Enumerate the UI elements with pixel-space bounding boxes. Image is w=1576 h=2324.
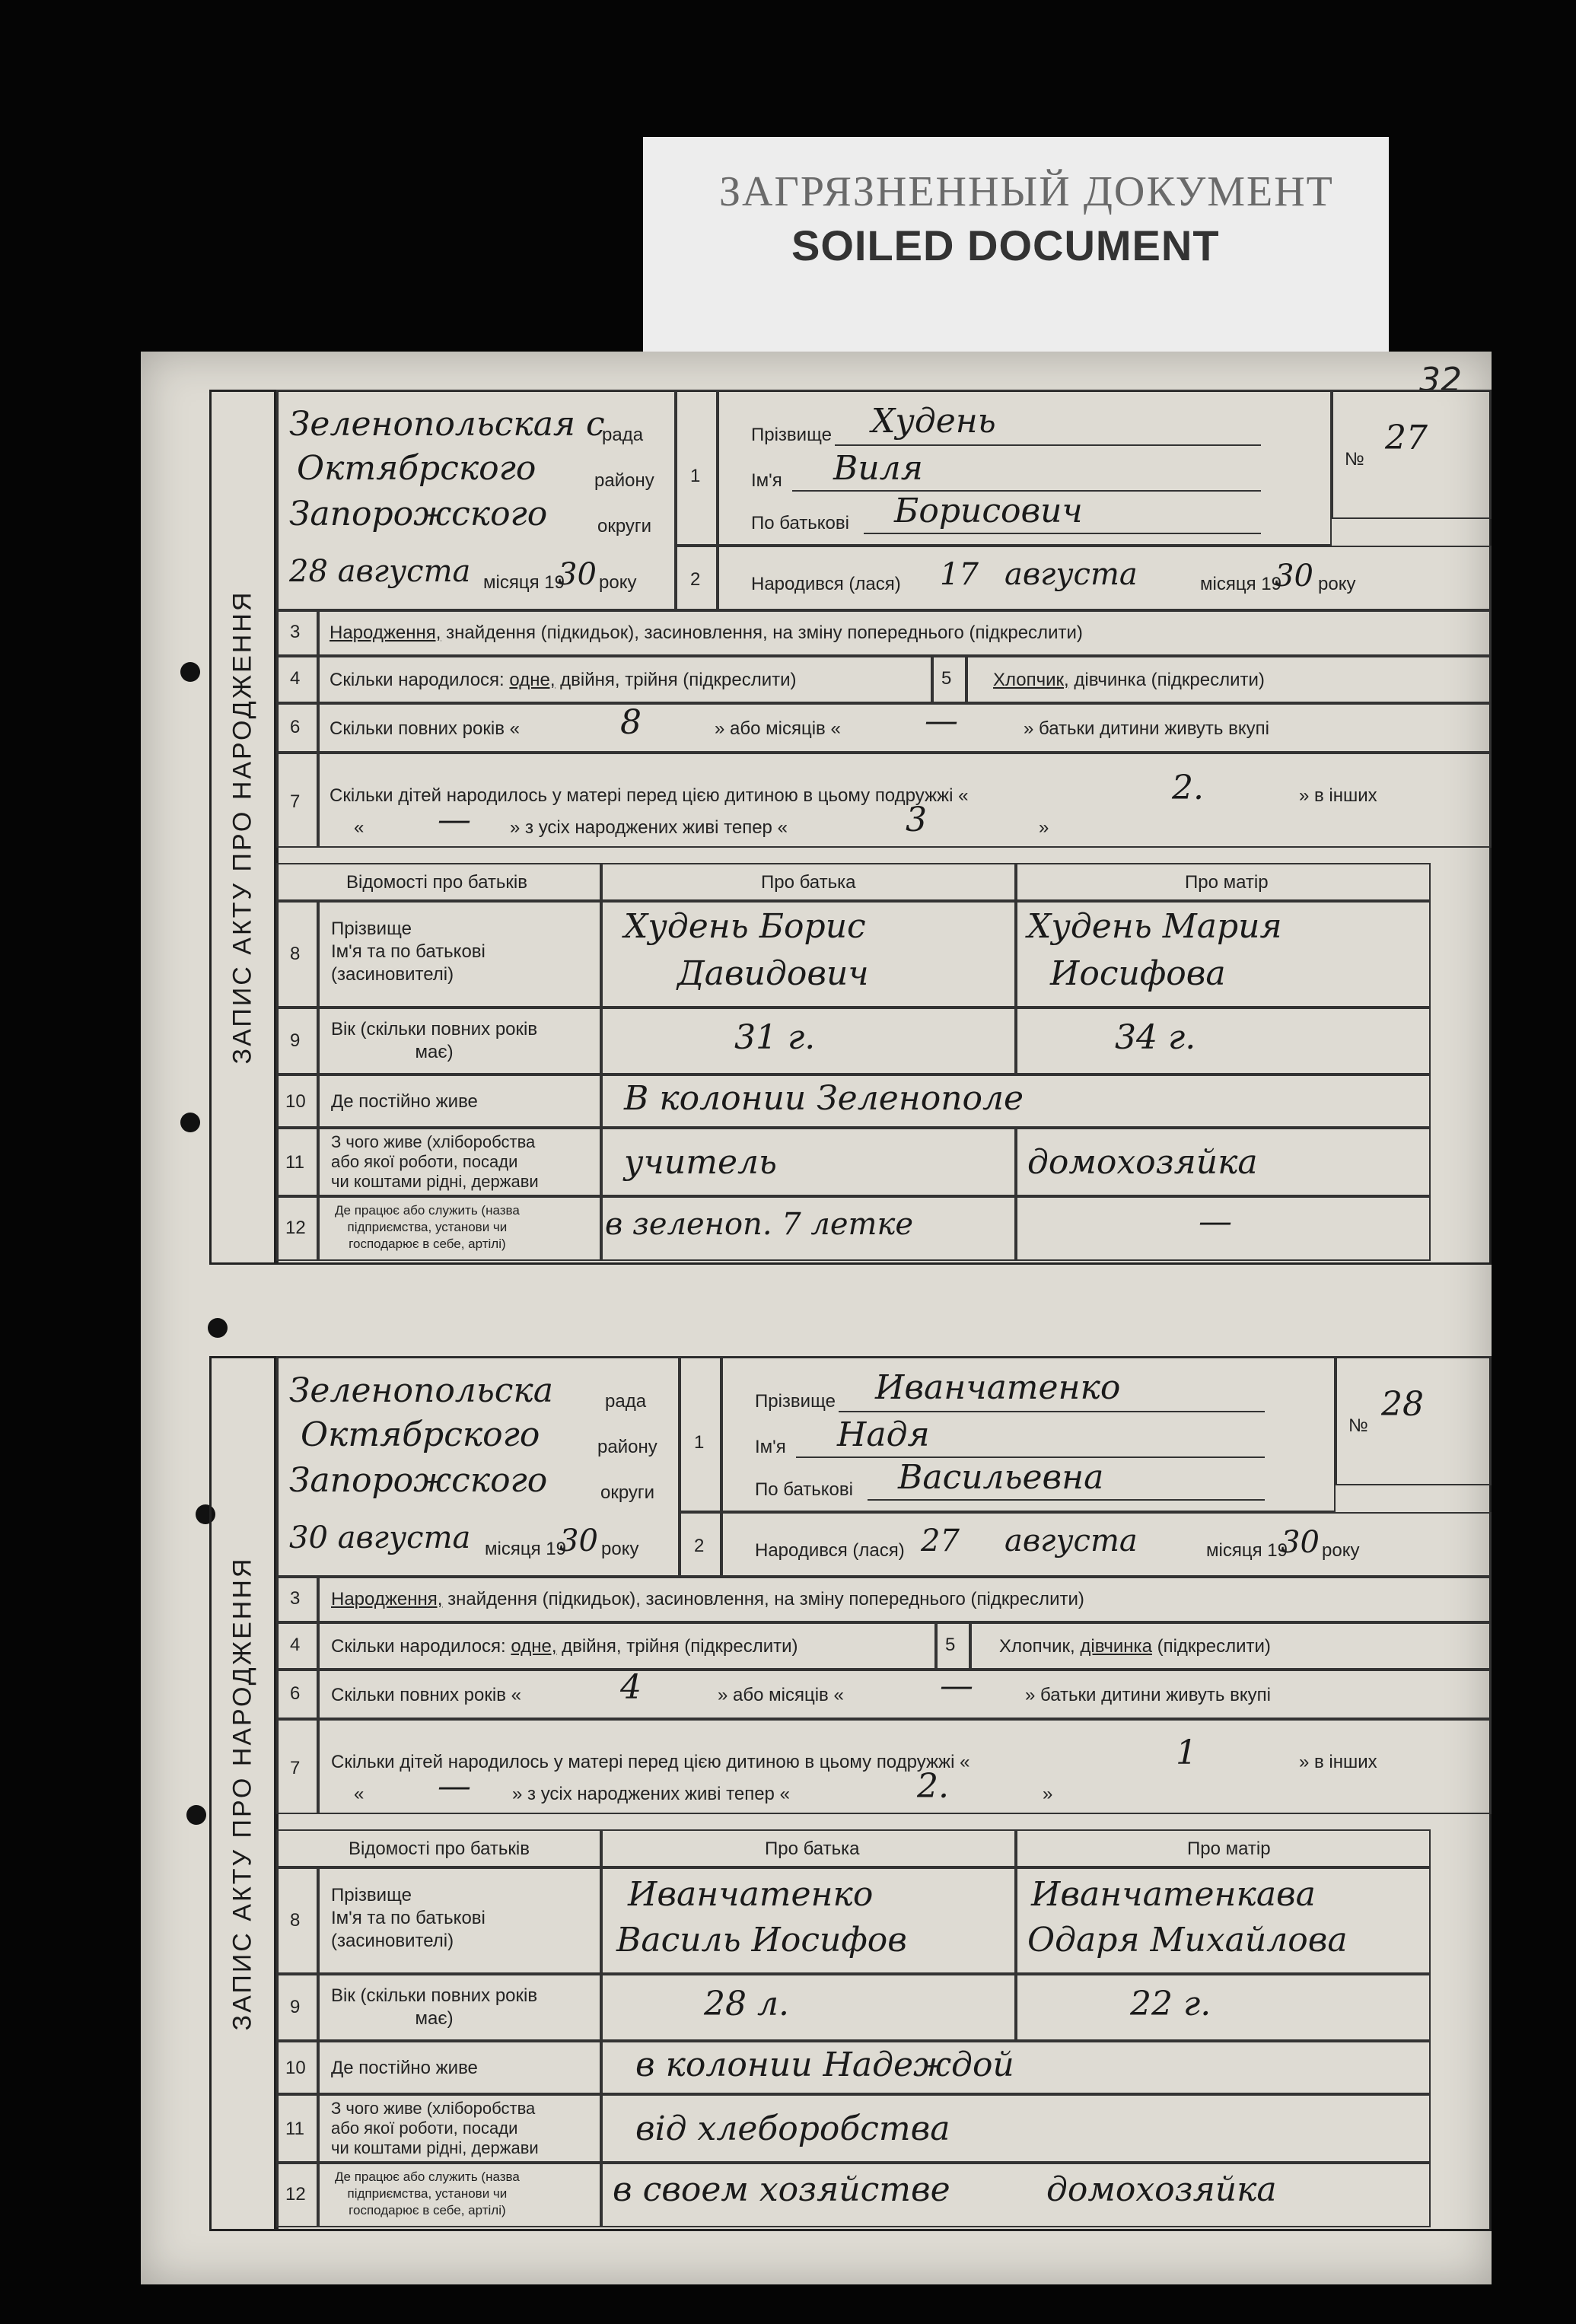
row-8-number: 8: [290, 944, 301, 964]
okrug-label: округи: [597, 516, 652, 536]
birth-year-value: 30: [1281, 1525, 1320, 1560]
row-12-label: Де працює або служить (назва підприємства, установи чи господарює в себе, артілі): [335, 2170, 520, 2217]
council-value: Зеленопольская с: [289, 405, 605, 444]
row-8-number: 8: [290, 1910, 301, 1931]
okrug-label: округи: [600, 1482, 655, 1503]
row-6-number: 6: [290, 717, 301, 737]
father-occupation-value: учитель: [624, 1143, 777, 1182]
father-occupation-value: від хлеборобства: [635, 2109, 950, 2148]
row-10-label: Де постійно живе: [331, 2058, 478, 2078]
row-5-text: Хлопчик, дівчинка (підкреслити): [993, 670, 1265, 690]
patronymic-label: По батькові: [755, 1479, 853, 1500]
row-7-label-d: » з усіх народжених живі тепер «: [512, 1784, 790, 1804]
father-header: Про батька: [765, 1839, 860, 1859]
father-name-line-1: Худень Борис: [624, 907, 866, 946]
birth-month-label: місяця 19: [1206, 1540, 1288, 1561]
row-5-number: 5: [941, 668, 952, 689]
punch-hole: [180, 1113, 200, 1132]
row-7-label-a: Скільки дітей народилось у матері перед цією дитиною в цьому подружжі «: [330, 785, 969, 806]
name-label: Ім'я: [751, 470, 782, 491]
row-4-number: 4: [290, 1635, 301, 1655]
birth-record-28: [209, 1356, 1492, 2231]
row-6-label-c: » батьки дитини живуть вкупі: [1024, 718, 1269, 739]
row-7-number: 7: [290, 1758, 301, 1778]
row-3-number: 3: [290, 1588, 301, 1609]
father-work-value: в своем хозяйстве: [613, 2170, 950, 2209]
row-4-text: Скільки народилося: одне, двійня, трійня (підкреслити): [331, 1636, 798, 1657]
council-label: рада: [602, 425, 644, 445]
mother-work-value: домохозяйка: [1046, 2170, 1277, 2209]
okrug-value: Запорожского: [289, 495, 548, 533]
registration-year-value: 30: [558, 557, 597, 592]
row-1-number: 1: [694, 1432, 705, 1453]
row-7-label-e: »: [1043, 1784, 1053, 1804]
birth-month-value: августа: [1005, 1523, 1138, 1558]
mother-name-line-2: Иосифова: [1050, 954, 1226, 993]
registration-year-label: року: [599, 572, 637, 593]
row-12-number: 12: [285, 2184, 306, 2205]
stamp-line-russian: ЗАГРЯЗНЕННЫЙ ДОКУМЕНТ: [719, 168, 1334, 215]
father-name-line-2: Василь Иосифов: [616, 1921, 907, 1959]
row-6-months-value: —: [925, 702, 958, 740]
mother-age-cell: [1016, 1008, 1431, 1074]
stamp-line-english: SOILED DOCUMENT: [791, 221, 1220, 269]
residence-value: в колонии Надеждой: [635, 2045, 1014, 2084]
underline: [868, 1499, 1265, 1501]
registration-year-label: року: [601, 1539, 639, 1559]
birth-year-label: року: [1318, 574, 1356, 594]
row-9-label: Вік (скільки повних років має): [331, 1019, 538, 1062]
father-name-line-2: Давидович: [677, 954, 869, 993]
name-label: Ім'я: [755, 1437, 786, 1457]
row-8-label: Прізвище Ім'я та по батькові (засиновителі): [331, 1885, 486, 1951]
row-10-number: 10: [285, 2058, 306, 2078]
father-age-value: 28 л.: [704, 1985, 789, 2023]
okrug-value: Запорожского: [289, 1461, 548, 1500]
registration-date-value: 28 августа: [289, 554, 471, 589]
mother-name-line-2: Одаря Михайлова: [1027, 1921, 1348, 1959]
born-label: Народився (лася): [755, 1540, 905, 1561]
record-vertical-title: ЗАПИС АКТУ ПРО НАРОДЖЕННЯ: [209, 390, 276, 1265]
father-name-line-1: Иванчатенко: [628, 1875, 874, 1914]
page-number: 32: [1419, 361, 1462, 400]
mother-header: Про матір: [1185, 872, 1269, 893]
row-9-number: 9: [290, 1030, 301, 1051]
mother-name-line-1: Иванчатенкава: [1031, 1875, 1316, 1914]
row-2-number: 2: [690, 569, 701, 590]
row-4-number: 4: [290, 668, 301, 689]
row-6-label-a: Скільки повних років «: [331, 1685, 521, 1705]
row-6-months-value: —: [940, 1667, 973, 1705]
record-number-label: №: [1348, 1415, 1368, 1436]
district-value: Октябрского: [297, 449, 536, 488]
birth-year-label: року: [1322, 1540, 1360, 1561]
row-12-number: 12: [285, 1218, 306, 1238]
record-vertical-title: ЗАПИС АКТУ ПРО НАРОДЖЕННЯ: [209, 1356, 276, 2231]
row-6-label-b: » або місяців «: [715, 718, 841, 739]
row-10-number: 10: [285, 1091, 306, 1112]
surname-label: Прізвище: [755, 1391, 836, 1412]
underline: [835, 444, 1261, 446]
council-label: рада: [605, 1391, 647, 1412]
row-7-label-c: «: [354, 1784, 365, 1804]
row-5-number: 5: [945, 1635, 956, 1655]
mother-age-cell: [1016, 1974, 1431, 2041]
row-7-label-d: » з усіх народжених живі тепер «: [510, 817, 788, 838]
child-patronymic-value: Васильевна: [898, 1458, 1104, 1497]
row-9-number: 9: [290, 1997, 301, 2017]
mother-occupation-value: домохозяйка: [1027, 1143, 1258, 1182]
patronymic-label: По батькові: [751, 513, 849, 533]
row-7-number: 7: [290, 791, 301, 812]
child-surname-value: Иванчатенко: [875, 1368, 1121, 1407]
underline: [839, 1411, 1265, 1412]
registration-month-label: місяця 19: [483, 572, 565, 593]
punch-hole: [180, 662, 200, 682]
row-7-alive-value: 3: [906, 801, 927, 839]
birth-day-value: 17: [940, 557, 979, 592]
row-4-text: Скільки народилося: одне, двійня, трійня (підкреслити): [330, 670, 797, 690]
punch-hole: [208, 1318, 228, 1338]
council-value: Зеленопольска: [289, 1371, 553, 1410]
row-5-text: Хлопчик, дівчинка (підкреслити): [999, 1636, 1271, 1657]
row-2-number: 2: [694, 1536, 705, 1556]
row-8-label: Прізвище Ім'я та по батькові (засиновителі): [331, 918, 486, 985]
row-6-label-c: » батьки дитини живуть вкупі: [1025, 1685, 1271, 1705]
row-10-label: Де постійно живе: [331, 1091, 478, 1112]
row-7-label-b: » в інших: [1299, 785, 1377, 806]
child-name-value: Надя: [837, 1415, 930, 1454]
father-age-value: 31 г.: [734, 1018, 816, 1057]
father-work-value: в зеленоп. 7 летке: [605, 1207, 914, 1242]
underline: [864, 533, 1261, 534]
father-header: Про батька: [761, 872, 856, 893]
mother-age-value: 22 г.: [1130, 1985, 1211, 2023]
row-7-label-b: » в інших: [1299, 1752, 1377, 1772]
row-7-label-e: »: [1039, 817, 1049, 838]
mother-work-value: —: [1199, 1202, 1232, 1241]
row-7-label-c: «: [354, 817, 365, 838]
district-label: району: [597, 1437, 657, 1457]
mother-name-line-1: Худень Мария: [1027, 907, 1282, 946]
soiled-document-stamp: [643, 137, 1389, 358]
row-7-other-value: —: [438, 801, 471, 839]
row-11-number: 11: [285, 1152, 304, 1173]
registration-month-label: місяця 19: [485, 1539, 566, 1559]
row-6-number: 6: [290, 1683, 301, 1704]
birth-month-value: августа: [1005, 557, 1138, 592]
record-number-value: 28: [1381, 1385, 1424, 1424]
row-7-alive-value: 2.: [917, 1767, 949, 1806]
row-11-number: 11: [285, 2119, 304, 2139]
row-6-label-a: Скільки повних років «: [330, 718, 520, 739]
child-patronymic-value: Борисович: [894, 492, 1083, 530]
row-6-years-value: 4: [620, 1668, 642, 1707]
row-7-this-marriage-value: 1: [1176, 1733, 1197, 1772]
row-7-this-marriage-value: 2.: [1172, 769, 1204, 807]
child-name-value: Виля: [833, 449, 923, 488]
birth-year-value: 30: [1275, 559, 1313, 594]
child-surname-value: Худень: [871, 402, 996, 441]
record-number-label: №: [1345, 449, 1364, 470]
birth-day-value: 27: [921, 1523, 960, 1558]
row-3-number: 3: [290, 622, 301, 642]
parents-header: Відомості про батьків: [349, 1839, 530, 1859]
parents-header: Відомості про батьків: [346, 872, 527, 893]
born-label: Народився (лася): [751, 574, 901, 594]
surname-label: Прізвище: [751, 425, 832, 445]
birth-record-27: [209, 390, 1492, 1265]
district-value: Октябрского: [301, 1415, 540, 1454]
district-label: району: [594, 470, 654, 491]
residence-value: В колонии Зеленополе: [624, 1079, 1024, 1118]
row-11-label: З чого живе (хліборобства або якої роботи, посади чи коштами рідні, держави: [331, 1132, 539, 1191]
row-6-label-b: » або місяців «: [718, 1685, 844, 1705]
mother-age-value: 34 г.: [1115, 1018, 1196, 1057]
row-7-label-a: Скільки дітей народилось у матері перед цією дитиною в цьому подружжі «: [331, 1752, 970, 1772]
row-3-text: Народження, знайдення (підкидьок), засиновлення, на зміну попереднього (підкреслити): [330, 622, 1083, 643]
father-age-cell: [601, 1974, 1016, 2041]
birth-month-label: місяця 19: [1200, 574, 1281, 594]
row-12-label: Де працює або служить (назва підприємства, установи чи господарює в себе, артілі): [335, 1203, 520, 1251]
punch-hole: [186, 1805, 206, 1825]
registration-date-value: 30 августа: [289, 1520, 471, 1555]
row-3-text: Народження, знайдення (підкидьок), засиновлення, на зміну попереднього (підкреслити): [331, 1589, 1084, 1609]
row-11-label: З чого живе (хліборобства або якої роботи, посади чи коштами рідні, держави: [331, 2099, 539, 2157]
row-7-other-value: —: [438, 1767, 471, 1806]
row-1-number: 1: [690, 466, 701, 486]
record-number-value: 27: [1385, 419, 1428, 457]
row-9-label: Вік (скільки повних років має): [331, 1985, 538, 2029]
registration-year-value: 30: [559, 1523, 598, 1558]
row-6-years-value: 8: [620, 703, 642, 742]
mother-header: Про матір: [1187, 1839, 1271, 1859]
